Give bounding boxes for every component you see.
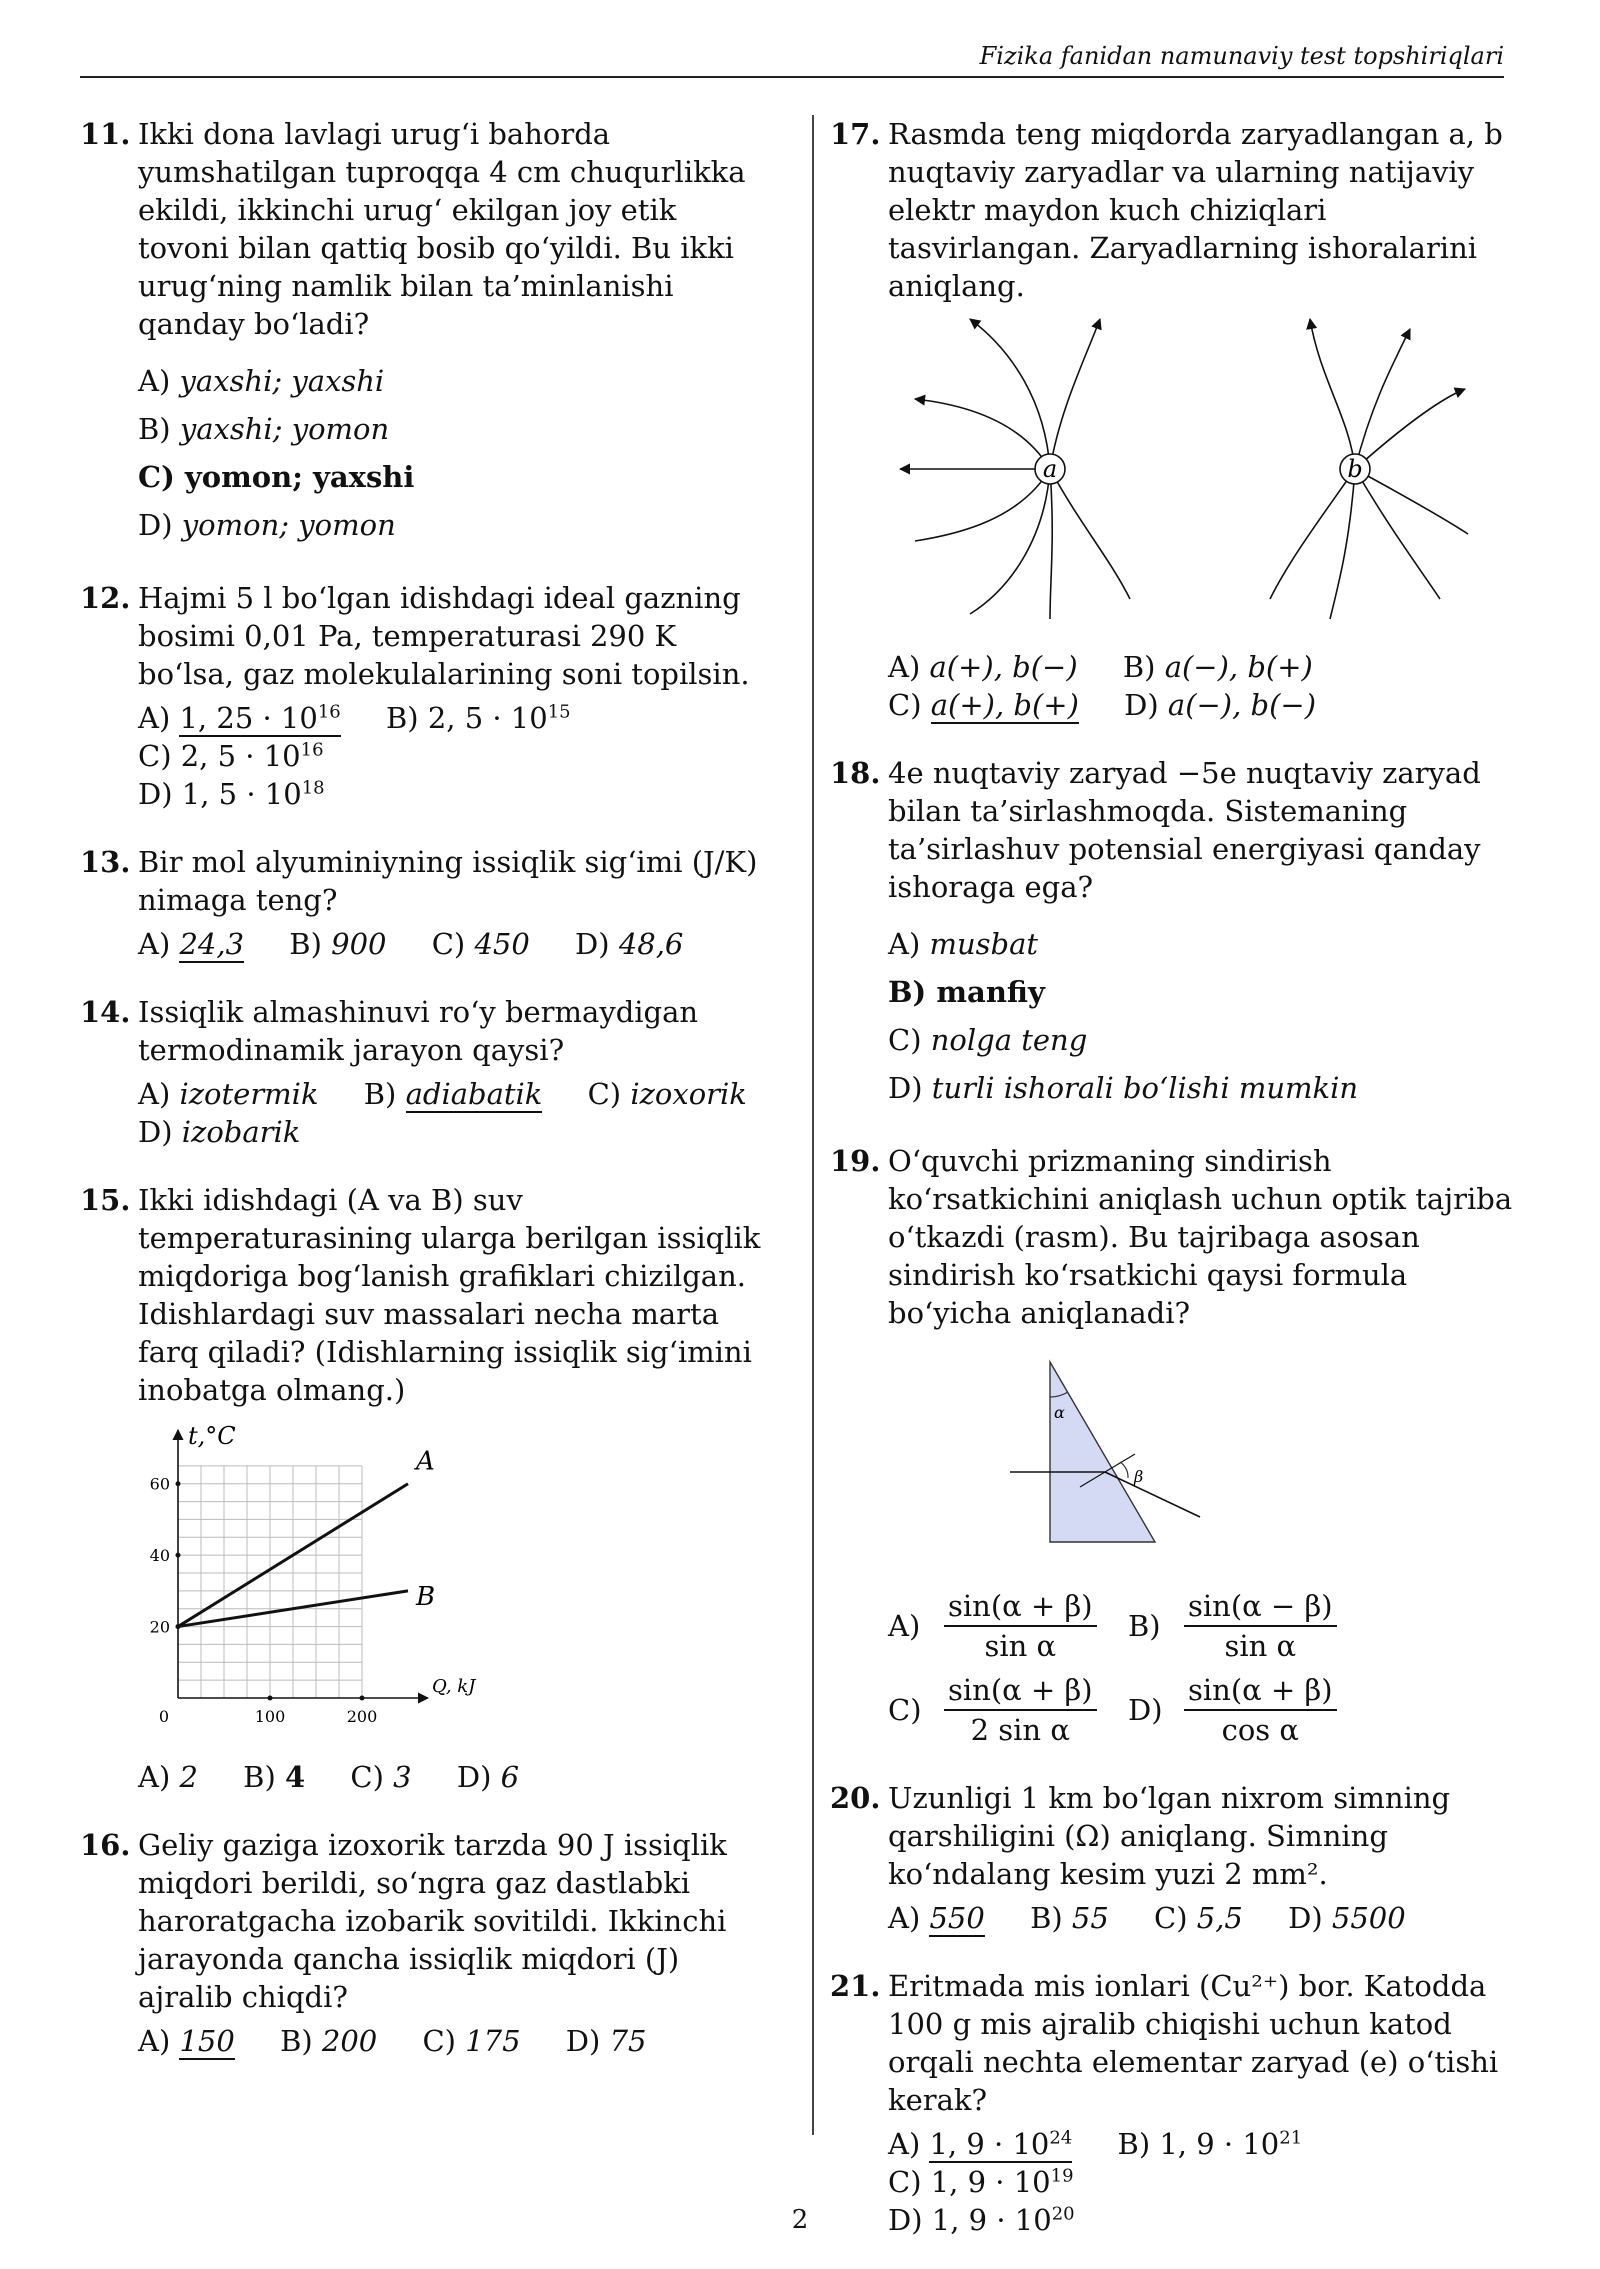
option-value: 1, 9 · 10 — [929, 2127, 1050, 2161]
option-label: A) — [138, 2024, 171, 2058]
answer-options — [888, 1899, 1520, 1937]
option-d[interactable] — [138, 1115, 300, 1149]
question-17 — [830, 115, 1520, 724]
answer-options — [138, 699, 770, 813]
option-label: D) — [1288, 1901, 1323, 1935]
option-label: A) — [888, 2127, 921, 2161]
option-label: B) — [280, 2024, 313, 2058]
option-value: 1, 25 · 10 — [179, 701, 318, 735]
column-divider — [812, 115, 814, 2135]
option-label: A) — [888, 650, 921, 684]
option-value: 3 — [393, 1760, 412, 1794]
option-value: izotermik — [179, 1077, 319, 1111]
option-label: D) — [456, 1760, 492, 1794]
option-label: B) — [1128, 1609, 1161, 1643]
option-c[interactable] — [1154, 1901, 1243, 1935]
option-value: 175 — [465, 2024, 521, 2058]
option-a[interactable] — [888, 1901, 985, 1935]
answer-options — [138, 1758, 770, 1796]
charge-b-label: b — [1347, 455, 1363, 483]
option-value: 2, 5 · 10 — [427, 701, 548, 735]
option-value: yaxshi; yomon — [179, 412, 390, 446]
question-14 — [80, 993, 770, 1151]
option-b[interactable] — [1128, 1587, 1368, 1665]
alpha-label: α — [1054, 1403, 1065, 1422]
option-label: A) — [138, 1077, 171, 1111]
option-value: turli ishorali bo‘lishi mumkin — [931, 1071, 1359, 1105]
charge-a — [1035, 454, 1065, 484]
chart-svg — [138, 1413, 518, 1743]
option-value: yomon; yaxshi — [184, 460, 415, 494]
fraction-denominator: cos α — [1221, 1713, 1299, 1747]
question-20 — [830, 1779, 1520, 1937]
right-column — [830, 115, 1520, 2269]
option-a[interactable] — [888, 920, 1520, 968]
option-value: 5,5 — [1196, 1901, 1243, 1935]
option-a[interactable] — [138, 1760, 198, 1794]
option-label: D) — [138, 777, 173, 811]
answer-options — [138, 357, 770, 549]
option-value: adiabatik — [405, 1077, 543, 1111]
answer-options — [830, 1587, 1520, 1749]
option-value: 5500 — [1331, 1901, 1406, 1935]
option-label: D) — [575, 927, 610, 961]
option-d[interactable] — [457, 1760, 519, 1794]
option-exponent: 21 — [1279, 2127, 1303, 2149]
option-exponent: 24 — [1049, 2127, 1073, 2149]
charge-a-label: a — [1042, 455, 1058, 483]
option-b[interactable] — [289, 927, 386, 961]
question-number: 20. — [830, 1781, 881, 1815]
option-label: B) — [1030, 1901, 1063, 1935]
option-d[interactable] — [1288, 1901, 1406, 1935]
y-tick-label: 60 — [149, 1474, 170, 1494]
option-value: nolga teng — [930, 1023, 1088, 1057]
option-value: musbat — [929, 927, 1039, 961]
question-text: Eritmada mis ionlari (Cu²⁺) bor. Katodda 100 g mis ajralib chiqishi uchun katod orqali nechta elementar zaryad (e) o‘tishi kerak? — [888, 1969, 1499, 2117]
question-text: Issiqlik almashinuvi ro‘y bermaydigan termodinamik jarayon qaysi? — [138, 995, 699, 1067]
option-c[interactable] — [888, 1671, 1128, 1749]
option-value: 150 — [179, 2024, 235, 2058]
option-a[interactable] — [888, 650, 1078, 684]
option-b[interactable] — [243, 1760, 305, 1794]
option-a[interactable] — [888, 2127, 1072, 2161]
option-exponent: 19 — [1050, 2165, 1074, 2187]
option-label: B) — [363, 1077, 397, 1111]
beta-label: β — [1134, 1467, 1144, 1486]
option-exponent: 16 — [300, 739, 324, 761]
x-tick-label: 0 — [158, 1707, 170, 1726]
option-b[interactable] — [1118, 2127, 1303, 2161]
option-label: C) — [350, 1760, 384, 1794]
prism-shape — [1050, 1362, 1155, 1542]
left-column — [80, 115, 770, 2090]
option-label: C) — [888, 1023, 922, 1057]
question-number: 15. — [80, 1183, 131, 1217]
option-d[interactable] — [1128, 1671, 1368, 1749]
option-value: 450 — [474, 927, 530, 961]
option-label: B) — [888, 975, 927, 1009]
field-lines-figure — [870, 309, 1520, 638]
question-16 — [80, 1826, 770, 2060]
option-value: a(+), b(+) — [930, 688, 1079, 722]
option-label: A) — [888, 927, 921, 961]
x-tick-label: 200 — [346, 1707, 378, 1726]
option-label: D) — [565, 2024, 601, 2058]
question-19 — [830, 1142, 1520, 1749]
question-18 — [830, 754, 1520, 1112]
option-value: izoxorik — [630, 1077, 747, 1111]
option-label: B) — [385, 701, 419, 735]
option-value: a(−), b(+) — [1164, 650, 1313, 684]
option-value: a(+), b(−) — [929, 650, 1078, 684]
option-c[interactable] — [888, 688, 1079, 722]
answer-options — [888, 648, 1520, 724]
question-number: 21. — [830, 1969, 881, 2003]
option-a[interactable] — [138, 357, 770, 405]
option-a[interactable] — [138, 701, 341, 735]
option-d[interactable] — [566, 2024, 647, 2058]
option-label: D) — [138, 508, 173, 542]
option-c[interactable] — [350, 1760, 411, 1794]
question-number: 13. — [80, 845, 131, 879]
answer-options — [138, 925, 770, 963]
question-number: 19. — [830, 1144, 881, 1178]
fraction-numerator: sin(α + β) — [944, 1671, 1097, 1711]
option-a[interactable] — [138, 927, 244, 961]
option-label: A) — [138, 701, 171, 735]
fraction-numerator: sin(α + β) — [1184, 1671, 1337, 1711]
option-c[interactable] — [138, 739, 324, 773]
question-12 — [80, 579, 770, 813]
option-label: B) — [1122, 650, 1156, 684]
option-value: izobarik — [181, 1115, 301, 1149]
option-label: A) — [138, 927, 171, 961]
option-value: a(−), b(−) — [1167, 688, 1317, 722]
prism-svg — [1010, 1352, 1270, 1572]
charge-b — [1340, 454, 1370, 484]
question-21 — [830, 1967, 1520, 2239]
option-b[interactable] — [1030, 1901, 1109, 1935]
option-d[interactable] — [575, 927, 683, 961]
series-label-A: A — [416, 1446, 435, 1477]
option-value: 200 — [321, 2024, 378, 2058]
option-value: 550 — [929, 1901, 985, 1935]
option-label: D) — [888, 1071, 923, 1105]
option-label: C) — [888, 1693, 922, 1727]
question-text: Hajmi 5 l bo‘lgan idishdagi ideal gazning bosimi 0,01 Pa, temperaturasi 290 K bo‘lsa, gaz molekulalarining soni topilsin. — [138, 581, 750, 691]
question-number: 14. — [80, 995, 131, 1029]
question-text: Rasmda teng miqdorda zaryadlangan a, b nuqtaviy zaryadlar va ularning natijaviy elektr maydon kuch chiziqlari tasvirlangan. Zaryadlarning ishoralarini aniqlang. — [888, 117, 1503, 303]
option-a[interactable] — [888, 1587, 1128, 1665]
option-label: C) — [138, 460, 175, 494]
option-exponent: 18 — [301, 777, 325, 799]
question-text: Ikki dona lavlagi urug‘i bahorda yumshatilgan tuproqqa 4 cm chuqurlikka ekildi, ikkinchi urug‘ ekilgan joy etik tovoni bilan qattiq bosib qo‘yildi. Bu ikki urug‘ning namlik bilan ta’minlanishi qanday bo‘ladi? — [138, 117, 746, 341]
x-tick-mark — [360, 1696, 365, 1701]
option-value: 24,3 — [179, 927, 245, 961]
option-c[interactable] — [888, 2165, 1074, 2199]
y-axis-label: t,°C — [188, 1422, 236, 1450]
answer-options — [888, 920, 1520, 1112]
option-label: A) — [888, 1901, 921, 1935]
option-label: C) — [422, 2024, 456, 2058]
option-label: B) — [289, 927, 322, 961]
page-number: 2 — [791, 2205, 809, 2235]
fraction-denominator: 2 sin α — [970, 1713, 1070, 1747]
option-label: C) — [888, 688, 922, 722]
question-text: Geliy gaziga izoxorik tarzda 90 J issiqlik miqdori berildi, so‘ngra gaz dastlabki haroratgacha izobarik sovitildi. Ikkinchi jarayonda qancha issiqlik miqdori (J) ajralib chiqdi? — [138, 1828, 727, 2014]
question-number: 16. — [80, 1828, 131, 1862]
option-value: 2 — [179, 1760, 198, 1794]
fraction-denominator: sin α — [984, 1629, 1057, 1663]
x-axis-label: Q, kJ — [432, 1676, 476, 1697]
option-label: A) — [138, 1760, 171, 1794]
option-value: 900 — [331, 927, 387, 961]
option-value: 75 — [609, 2024, 647, 2058]
option-value: 1, 9 · 10 — [930, 2165, 1051, 2199]
option-label: C) — [1154, 1901, 1188, 1935]
option-label: D) — [138, 1115, 173, 1149]
x-tick-label: 100 — [254, 1707, 286, 1726]
option-c[interactable] — [422, 2024, 520, 2058]
option-exponent: 20 — [1051, 2203, 1075, 2225]
option-d[interactable] — [1124, 688, 1316, 722]
option-label: B) — [243, 1760, 276, 1794]
temperature-heat-chart — [138, 1413, 770, 1752]
question-text: Bir mol alyuminiyning issiqlik sig‘imi (J/K) nimaga teng? — [138, 845, 758, 917]
option-value: 4 — [285, 1760, 306, 1794]
option-label: B) — [1117, 2127, 1151, 2161]
option-value: yomon; yomon — [181, 508, 396, 542]
question-text: 4e nuqtaviy zaryad −5e nuqtaviy zaryad bilan ta’sirlashmoqda. Sistemaning ta’sirlashuv potensial energiyasi qanday ishoraga ega? — [888, 756, 1481, 904]
option-c[interactable] — [138, 453, 770, 501]
question-13 — [80, 843, 770, 963]
option-exponent: 15 — [547, 701, 571, 723]
series-label-B: B — [416, 1581, 436, 1612]
question-number: 18. — [830, 756, 881, 790]
option-value: 1, 9 · 10 — [1159, 2127, 1280, 2161]
option-label: C) — [587, 1077, 622, 1111]
option-exponent: 16 — [317, 701, 341, 723]
option-d[interactable] — [888, 1064, 1520, 1112]
question-number: 11. — [80, 117, 131, 151]
option-label: A) — [138, 364, 171, 398]
option-label: C) — [431, 927, 466, 961]
option-value: 1, 5 · 10 — [181, 777, 302, 811]
question-11 — [80, 115, 770, 549]
option-c[interactable] — [888, 1016, 1520, 1064]
option-b[interactable] — [138, 405, 770, 453]
option-b[interactable] — [888, 968, 1520, 1016]
option-value: 48,6 — [618, 927, 684, 961]
option-d[interactable] — [138, 501, 770, 549]
option-b[interactable] — [364, 1077, 543, 1111]
question-number: 12. — [80, 581, 131, 615]
fraction-denominator: sin α — [1224, 1629, 1297, 1663]
prism-figure — [1010, 1352, 1520, 1581]
option-label: A) — [888, 1609, 921, 1643]
option-value: yaxshi; yaxshi — [179, 364, 385, 398]
question-number: 17. — [830, 117, 881, 151]
option-value: 55 — [1071, 1901, 1109, 1935]
option-value: manfiy — [936, 975, 1045, 1009]
y-tick-label: 40 — [149, 1546, 170, 1566]
option-value: 2, 5 · 10 — [180, 739, 301, 773]
question-text: Ikki idishdagi (A va B) suv temperaturasining ularga berilgan issiqlik miqdoriga bog‘lanish grafiklari chizilgan. Idishlardagi suv massalari necha marta farq qiladi? (Idishlarning issiqlik sig‘imini inobatga olmang.) — [138, 1183, 761, 1407]
y-tick-mark — [176, 1481, 181, 1486]
charge-a-field-lines — [900, 319, 1130, 619]
option-d[interactable] — [138, 777, 325, 811]
option-label: C) — [138, 739, 172, 773]
beta-arc — [1120, 1462, 1128, 1478]
answer-options — [138, 1075, 770, 1151]
x-tick-mark — [268, 1696, 273, 1701]
option-value: 6 — [500, 1760, 520, 1794]
question-text: Uzunligi 1 km bo‘lgan nixrom simning qarshiligini (Ω) aniqlang. Simning ko‘ndalang kesim yuzi 2 mm². — [888, 1781, 1451, 1891]
option-label: D) — [888, 2203, 923, 2237]
fraction-numerator: sin(α − β) — [1184, 1587, 1337, 1627]
option-a[interactable] — [138, 2024, 235, 2058]
y-tick-label: 20 — [149, 1617, 170, 1637]
fraction-numerator: sin(α + β) — [944, 1587, 1097, 1627]
option-label: B) — [138, 412, 171, 446]
option-c[interactable] — [588, 1077, 747, 1111]
option-label: D) — [1124, 688, 1159, 722]
option-b[interactable] — [386, 701, 571, 735]
question-15 — [80, 1181, 770, 1796]
option-value: 1, 9 · 10 — [931, 2203, 1052, 2237]
option-c[interactable] — [432, 927, 530, 961]
option-b[interactable] — [280, 2024, 377, 2058]
page-header: Fizika fanidan namunaviy test topshiriqlari — [80, 42, 1504, 78]
answer-options — [138, 2022, 770, 2060]
option-a[interactable] — [138, 1077, 319, 1111]
field-lines-svg — [870, 309, 1470, 629]
option-label: D) — [1128, 1693, 1163, 1727]
question-text: O‘quvchi prizmaning sindirish ko‘rsatkichini aniqlash uchun optik tajriba o‘tkazdi (rasm). Bu tajribaga asosan sindirish ko‘rsatkichi qaysi formula bo‘yicha aniqlanadi? — [888, 1144, 1513, 1330]
option-label: C) — [888, 2165, 922, 2199]
y-tick-mark — [176, 1553, 181, 1558]
option-b[interactable] — [1123, 650, 1313, 684]
